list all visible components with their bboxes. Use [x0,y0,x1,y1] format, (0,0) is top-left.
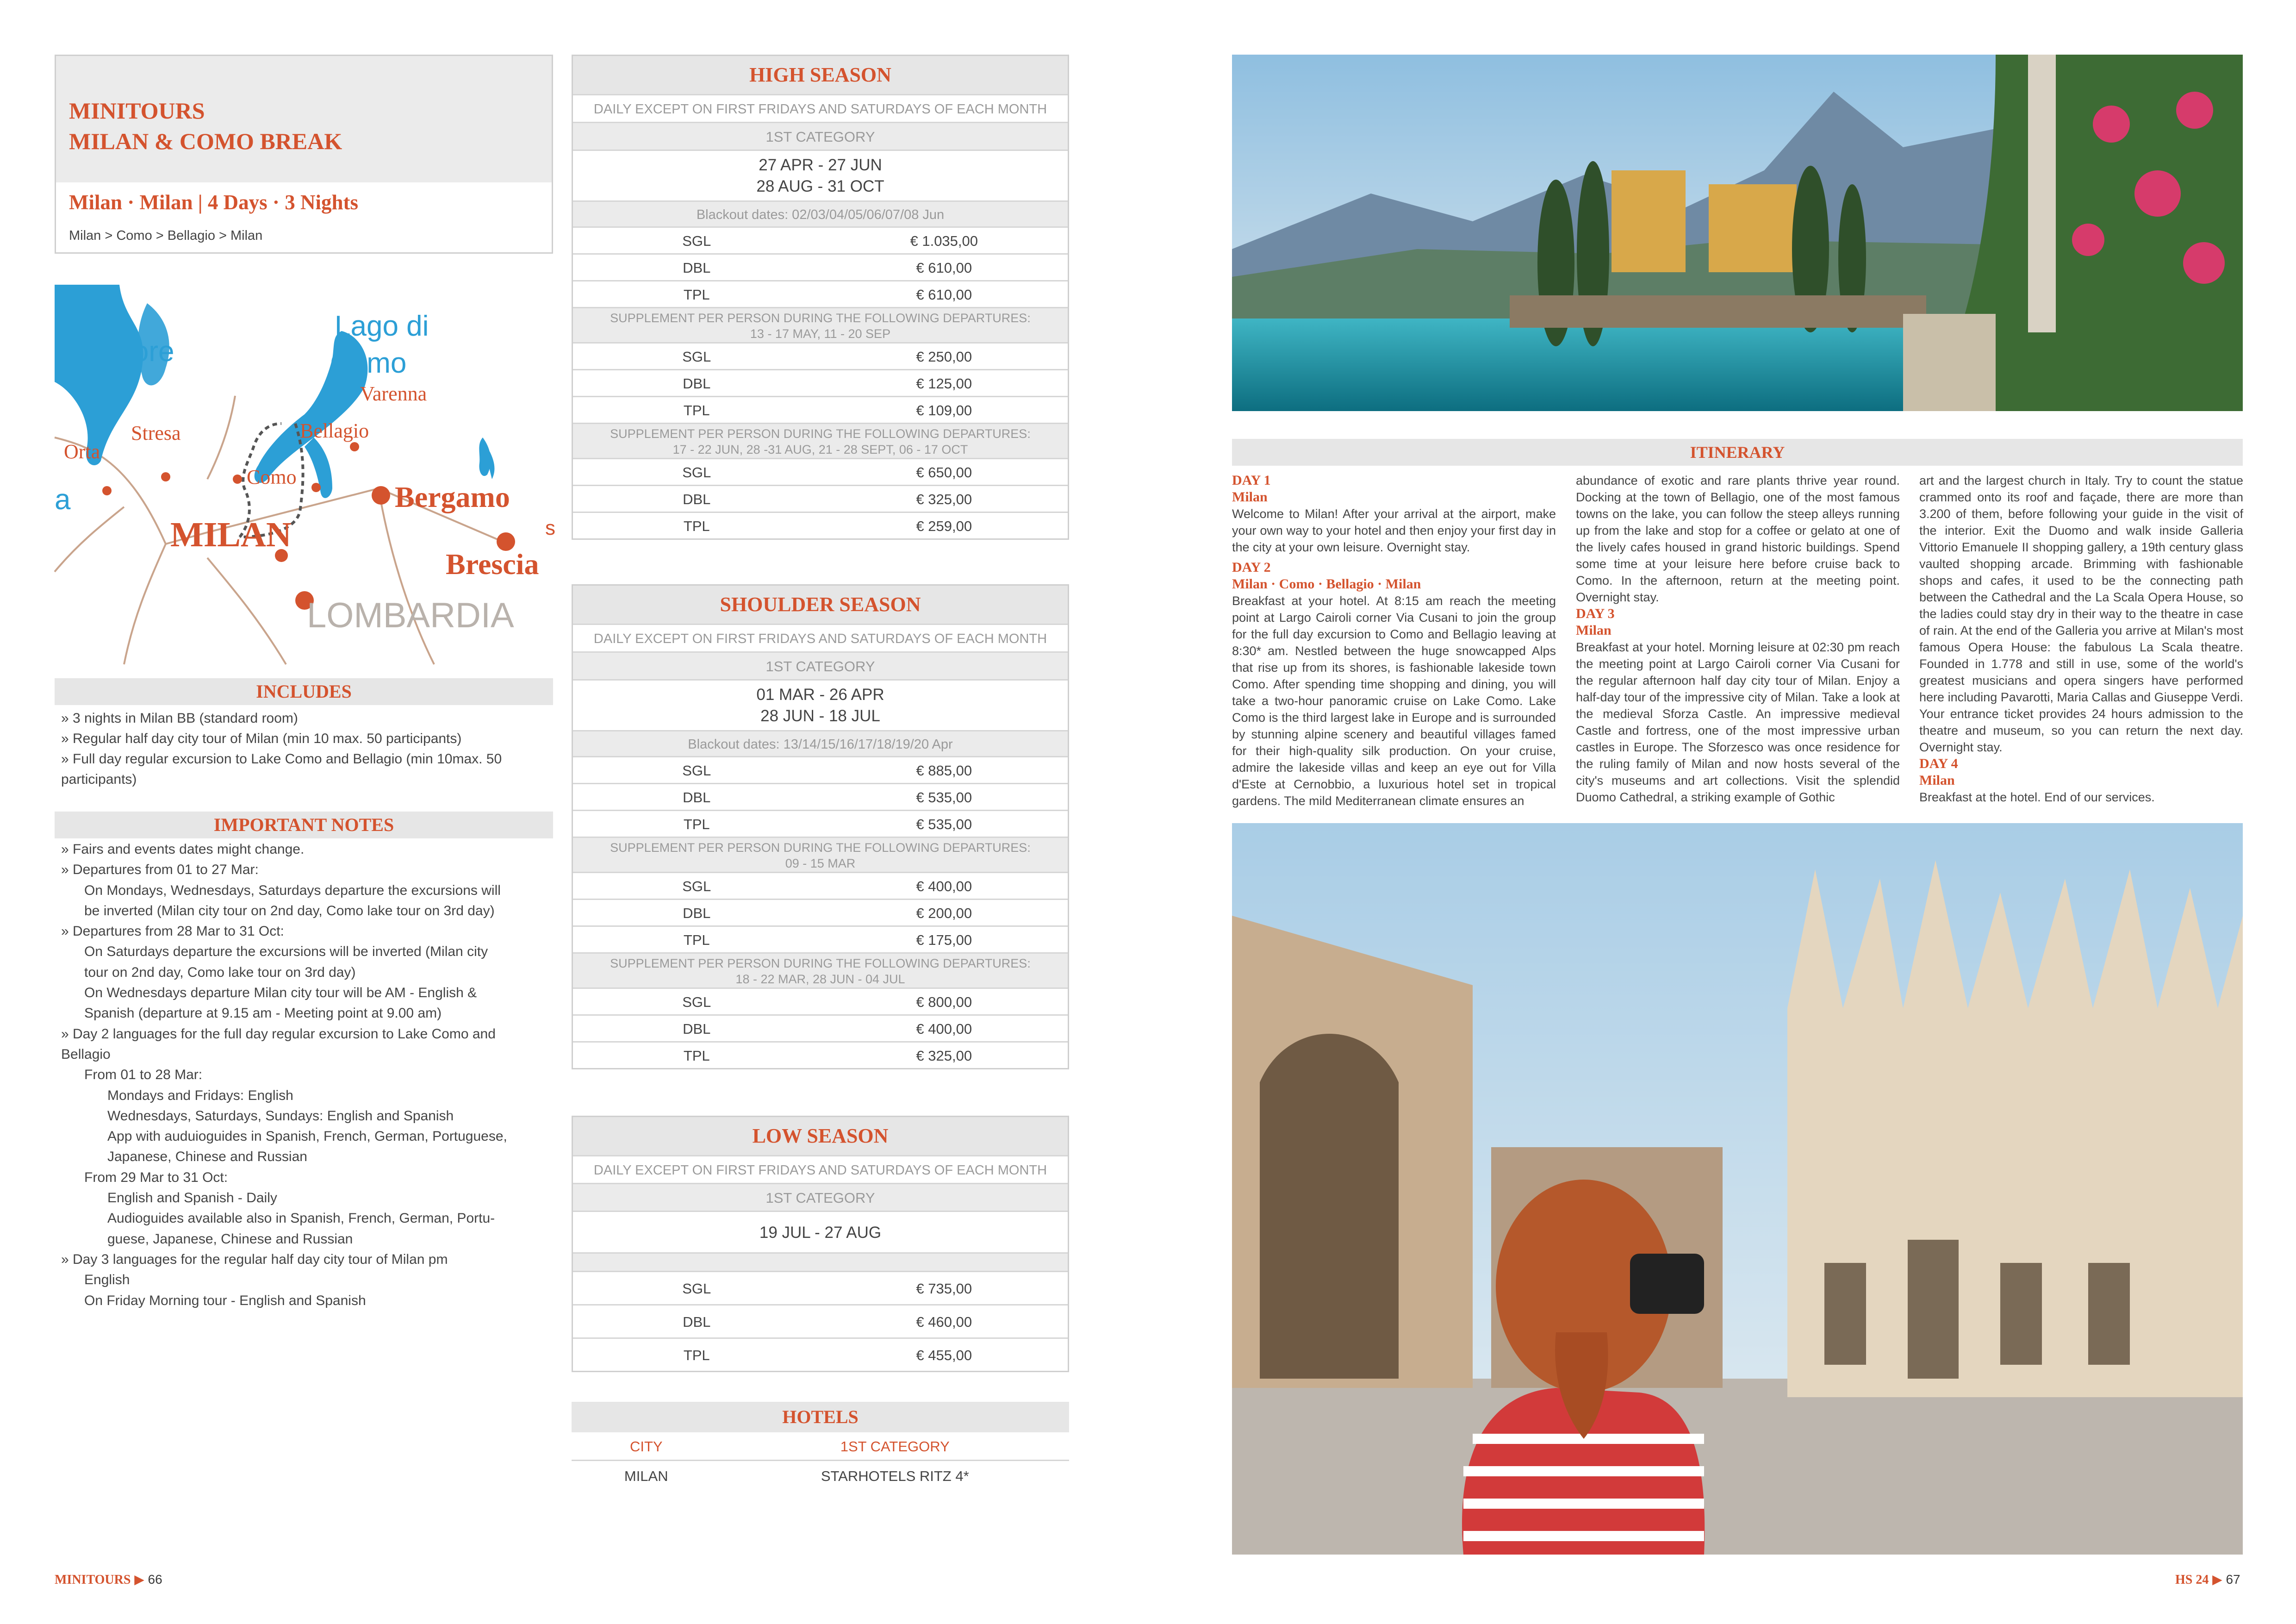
includes-header: INCLUDES [55,678,553,705]
price-row: SGL € 1.035,00 [573,226,1068,253]
hotel-row: MILAN STARHOTELS RITZ 4* [624,1468,969,1484]
shoulder-season-table [572,584,1069,1069]
high-season-header: HIGH SEASON [573,56,1068,94]
includes-item: » Full day regular excursion to Lake Como and Bellagio (min 10max. 50 [61,751,502,767]
lake-como-photo [1232,55,2243,411]
high-supplement-1: SUPPLEMENT PER PERSON DURING THE FOLLOWING DEPARTURES: 13 - 17 MAY, 11 - 20 SEP [573,307,1068,342]
note-line: Spanish (departure at 9.15 am - Meeting point at 9.00 am) [84,1006,442,1021]
itinerary-header: ITINERARY [1232,439,2243,466]
note-line: » Departures from 01 to 27 Mar: [61,862,259,878]
low-dates: 19 JUL - 27 AUG [573,1211,1068,1252]
includes-item: participants) [61,772,137,787]
note-line: » Departures from 28 Mar to 31 Oct: [61,924,284,939]
map-bellagio: Bellagio [300,419,369,442]
high-blackout: Blackout dates: 02/03/04/05/06/07/08 Jun [573,200,1068,226]
price-row: TPL € 259,00 [573,512,1068,538]
note-line: Japanese, Chinese and Russian [107,1149,307,1165]
day1-text: Welcome to Milan! After your arrival at the airport, make your own way to your hotel and then enjoy your first day in the city at your own leisure. Overnight stay. [1232,507,1556,554]
day3-text-cont: art and the largest church in Italy. Try to count the statue crammed onto its roof and façade, there are more than 3.200 of them, before following your guide in the visit of the interior. Exit the Duomo and walk inside Galleria Vittorio Emanuele II shopping gallery, a 19th century glass vaulted shopping arcade. Brimming with fashionable shops and cafes, it used to be the connecting path between the Cathedral and the La Scala Opera House, so the ladies could stay dry in their way to the theatre in case of rain. At the end of the Galleria you arrive at Milan's most famous Opera House: the fabulous La Scala theatre. Founded in 1.778 and still in use, some of the world's greatest musicians and opera singers have performed here including Pavarotti, Maria Callas and Giuseppe Verdi. Your entrance ticket provides 24 hours admission to the theatre and museum, so you can return the next day. Overnight stay. [1919,474,2243,754]
title-box [55,55,553,254]
map-lago-maggiore-2: Maggiore [55,336,174,368]
footer-left: MINITOURS ▶ 66 [55,1572,162,1587]
note-line: English [84,1272,130,1288]
note-line: tour on 2nd day, Como lake tour on 3rd day) [84,964,356,980]
map-lago-maggiore-1: Lago [55,296,118,328]
day3-city: Milan [1576,623,1612,638]
itinerary-col-2 [1576,472,1900,806]
shoulder-season-header: SHOULDER SEASON [573,586,1068,624]
shoulder-supplement-1: SUPPLEMENT PER PERSON DURING THE FOLLOWING DEPARTURES: 09 - 15 MAR [573,837,1068,872]
map-lago-como-2: Como [330,347,407,379]
low-category: 1ST CATEGORY [573,1183,1068,1211]
price-row: TPL € 455,00 [573,1337,1068,1371]
map-stresa: Stresa [131,422,181,444]
day3-title: DAY 3 [1576,606,1615,621]
day2-text-cont: abundance of exotic and rare plants thrive year round. Docking at the town of Bellagio, one of the most famous towns on the lake, you can follow the steep alleys running up from the lake and stop for a coffee or gelato at one of the lively cafes housed in grand historic buildings. Spend some time at your leisure here before cruise back to Como. In the afternoon, return at the meeting point. Overnight stay. [1576,474,1900,604]
note-line: » Day 2 languages for the full day regular excursion to Lake Como and [61,1026,496,1042]
day2-city: Milan · Como · Bellagio · Milan [1232,576,1421,592]
day4-text: Breakfast at the hotel. End of our services. [1919,790,2155,804]
shoulder-supplement-2: SUPPLEMENT PER PERSON DURING THE FOLLOWING DEPARTURES: 18 - 22 MAR, 28 JUN - 04 JUL [573,952,1068,987]
includes-item: » Regular half day city tour of Milan (min 10 max. 50 participants) [61,731,462,746]
shoulder-dates: 01 MAR - 26 APR 28 JUN - 18 JUL [573,679,1068,730]
notes-header: IMPORTANT NOTES [55,812,553,838]
map-milan: MILAN [170,515,292,554]
note-line: On Friday Morning tour - English and Spanish [84,1293,366,1308]
price-row: TPL € 175,00 [573,925,1068,952]
note-line: be inverted (Milan city tour on 2nd day, Como lake tour on 3rd day) [84,903,495,918]
tour-path: Milan > Como > Bellagio > Milan [69,228,263,243]
high-supplement-2: SUPPLEMENT PER PERSON DURING THE FOLLOWING DEPARTURES: 17 - 22 JUN, 28 -31 AUG, 21 - 28 SEPT, 06 - 17 OCT [573,423,1068,458]
hotels-header: HOTELS [572,1402,1069,1432]
note-line: On Mondays, Wednesdays, Saturdays departure the excursions will [84,882,501,898]
note-line: App with auduioguides in Spanish, French, German, Portuguese, [107,1129,507,1144]
note-line: Bellagio [61,1046,111,1062]
map-lombardia: LOMBARDIA [307,596,514,635]
duomo-photo [1232,823,2243,1555]
note-line: guese, Japanese, Chinese and Russian [107,1231,353,1247]
shoulder-daily: DAILY EXCEPT ON FIRST FRIDAYS AND SATURDAYS OF EACH MONTH [573,624,1068,651]
includes-item: » 3 nights in Milan BB (standard room) [61,711,298,726]
high-daily: DAILY EXCEPT ON FIRST FRIDAYS AND SATURDAYS OF EACH MONTH [573,94,1068,122]
high-category: 1ST CATEGORY [573,122,1068,150]
price-row: DBL € 125,00 [573,369,1068,396]
itinerary-col-1 [1232,472,1556,809]
tour-title: MINITOURS MILAN & COMO BREAK [69,98,342,154]
price-row: DBL € 400,00 [573,1014,1068,1041]
price-row: DBL € 610,00 [573,253,1068,280]
route-map [55,285,553,664]
includes-list [61,708,552,790]
note-line: » Day 3 languages for the regular half day city tour of Milan pm [61,1251,448,1267]
price-row: SGL € 885,00 [573,756,1068,783]
low-season-table [572,1116,1069,1372]
price-row: DBL € 535,00 [573,783,1068,810]
map-varenna: Varenna [360,382,427,405]
price-row: DBL € 325,00 [573,485,1068,512]
price-row: TPL € 325,00 [573,1041,1068,1068]
itinerary-col-3 [1919,472,2243,806]
price-row: TPL € 535,00 [573,810,1068,837]
notes-list [61,839,552,1311]
map-como: Como [247,466,297,488]
high-dates: 27 APR - 27 JUN 28 AUG - 31 OCT [573,150,1068,200]
day1-city: Milan [1232,489,1268,505]
note-line: Wednesdays, Saturdays, Sundays: English and Spanish [107,1108,454,1124]
note-line: » Fairs and events dates might change. [61,842,305,857]
note-line: English and Spanish - Daily [107,1190,277,1206]
price-row: DBL € 460,00 [573,1304,1068,1337]
day2-title: DAY 2 [1232,560,1271,575]
map-brescia: Brescia [446,548,539,581]
map-lago-como-1: Lago di [335,310,429,342]
price-row: SGL € 800,00 [573,987,1068,1014]
price-row: TPL € 610,00 [573,280,1068,307]
price-row: TPL € 109,00 [573,396,1068,423]
note-line: On Wednesdays departure Milan city tour will be AM - English & [84,985,477,1001]
price-row: SGL € 250,00 [573,342,1068,369]
day4-title: DAY 4 [1919,756,1958,771]
price-row: SGL € 735,00 [573,1271,1068,1304]
map-orta: Orta [64,440,100,463]
map-bergamo: Bergamo [395,481,510,513]
map-edge-s: s [545,517,555,539]
low-daily: DAILY EXCEPT ON FIRST FRIDAYS AND SATURDAYS OF EACH MONTH [573,1155,1068,1183]
price-row: SGL € 650,00 [573,458,1068,485]
shoulder-blackout: Blackout dates: 13/14/15/16/17/18/19/20 Apr [573,730,1068,756]
hotels-table [572,1402,1069,1492]
note-line: From 01 to 28 Mar: [84,1067,203,1083]
day2-text: Breakfast at your hotel. At 8:15 am reach the meeting point at Largo Cairoli corner Via Cusani to join the group for the full day excursion to Como and Bellagio leaving at 8:30* am. Nestled between the huge snowcapped Alps that rise up from its shores, is fashionable lakeside town Como. After spending time shopping and dining, you will take a two-hour panoramic cruise on Lake Como. Lake Como is the third largest lake in Europe and is surrounded by stunning alpine scenery and beautiful villages famed for their high-quality silk production. On your cruise, admire the lakeside villas and keep an eye out for Villa d'Este at Cernobbio, a luxurious hotel set in tropical gardens. The mild Mediterranean climate ensures an [1232,594,1556,808]
price-row: SGL € 400,00 [573,872,1068,899]
day3-text: Breakfast at your hotel. Morning leisure at 02:30 pm reach the meeting point at Largo Cairoli corner Via Cusani for the regular afternoon half day city tour of Milan. Enjoy a half-day tour of the impressive city of Milan. Take a look at the medieval Sforza Castle. An impressive medieval Castle and fortress, one of the most impressive urban castles in Europe. The Sforzesco was once residence for the ruling family of Milan and now hosts several of the city's museums and art collections. Visit the splendid Duomo Cathedral, a striking example of Gothic [1576,640,1900,804]
note-line: From 29 Mar to 31 Oct: [84,1169,228,1185]
note-line: Mondays and Fridays: English [107,1087,293,1103]
hotels-col-headers: CITY 1ST CATEGORY [572,1432,1069,1461]
tour-route: Milan · Milan | 4 Days · 3 Nights [69,191,358,214]
day1-title: DAY 1 [1232,473,1271,488]
day4-city: Milan [1919,773,1955,788]
footer-right: HS 24 ▶ 67 [2175,1572,2240,1587]
price-row: DBL € 200,00 [573,899,1068,925]
note-line: On Saturdays departure the excursions will be inverted (Milan city [84,944,488,960]
shoulder-category: 1ST CATEGORY [573,651,1068,679]
high-season-table [572,55,1069,540]
low-season-header: LOW SEASON [573,1117,1068,1155]
note-line: Audioguides available also in Spanish, French, German, Portu- [107,1211,495,1226]
map-edge-a: a [55,484,71,516]
